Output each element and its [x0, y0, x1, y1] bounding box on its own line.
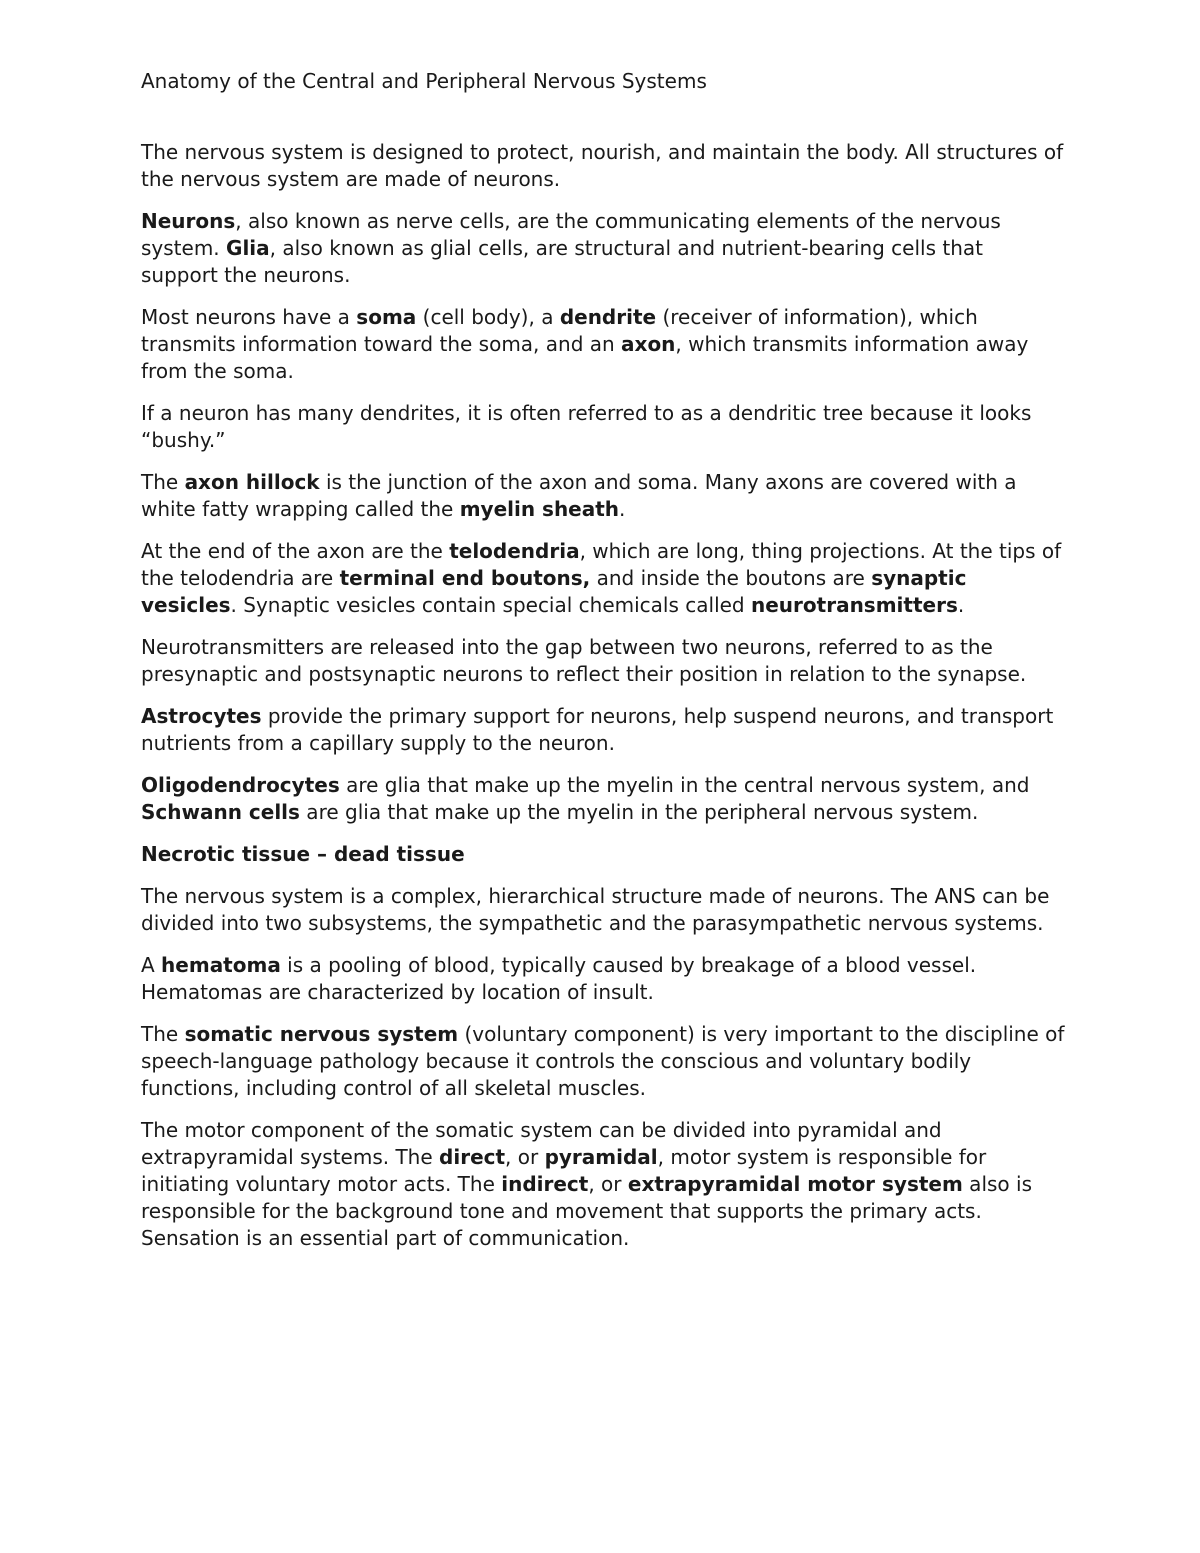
bold-term: telodendria: [449, 539, 580, 563]
paragraph: [141, 1021, 1066, 1102]
text-run: (receiver of information), which transmits information toward the soma, and an: [141, 305, 978, 356]
paragraph: [141, 538, 1066, 619]
text-run: provide the primary support for neurons, help suspend neurons, and transport nutrients from a capillary supply to the neuron.: [141, 704, 1054, 755]
paragraph: [141, 883, 1066, 937]
text-run: Most neurons have a: [141, 305, 357, 329]
paragraph: [141, 400, 1066, 454]
paragraph: [141, 1117, 1066, 1252]
document-body: [141, 139, 1066, 1252]
text-run: also is responsible for the background tone and movement that supports the primary acts. Sensation is an essential part of communication.: [141, 1172, 1032, 1250]
bold-term: somatic nervous system: [184, 1022, 459, 1046]
text-run: A: [141, 953, 162, 977]
paragraph: [141, 772, 1066, 826]
section-heading: [141, 841, 1066, 868]
text-run: is the junction of the axon and soma. Many axons are covered with a white fatty wrapping called the: [141, 470, 1017, 521]
bold-term: axon: [621, 332, 676, 356]
bold-term: extrapyramidal motor system: [627, 1172, 963, 1196]
bold-term: synaptic vesicles: [141, 566, 967, 617]
text-run: The nervous system is designed to protect, nourish, and maintain the body. All structures of the nervous system are made of neurons.: [141, 140, 1064, 191]
bold-term: indirect: [501, 1172, 589, 1196]
text-run: , or: [505, 1145, 545, 1169]
bold-term: Astrocytes: [141, 704, 262, 728]
document-title: Anatomy of the Central and Peripheral Nervous Systems: [141, 69, 707, 93]
bold-term: dendrite: [559, 305, 657, 329]
bold-term: Necrotic tissue – dead tissue: [141, 842, 465, 866]
text-run: are glia that make up the myelin in the central nervous system, and: [339, 773, 1030, 797]
text-run: , motor system is responsible for initiating voluntary motor acts. The: [141, 1145, 987, 1196]
text-run: . Synaptic vesicles contain special chemicals called: [230, 593, 751, 617]
bold-term: direct: [439, 1145, 506, 1169]
paragraph: [141, 469, 1066, 523]
text-run: The motor component of the somatic system can be divided into pyramidal and extrapyramidal systems. The: [141, 1118, 942, 1169]
text-run: , which transmits information away from the soma.: [141, 332, 1029, 383]
bold-term: neurotransmitters: [751, 593, 958, 617]
bold-term: hematoma: [161, 953, 281, 977]
bold-term: pyramidal: [544, 1145, 658, 1169]
text-run: are glia that make up the myelin in the peripheral nervous system.: [299, 800, 979, 824]
text-run: and inside the boutons are: [590, 566, 872, 590]
text-run: is a pooling of blood, typically caused by breakage of a blood vessel. Hematomas are characterized by location of insult.: [141, 953, 977, 1004]
text-run: (cell body), a: [416, 305, 560, 329]
text-run: If a neuron has many dendrites, it is often referred to as a dendritic tree because it looks “bushy.”: [141, 401, 1032, 452]
text-run: Neurotransmitters are released into the gap between two neurons, referred to as the presynaptic and postsynaptic neurons to reflect their position in relation to the synapse.: [141, 635, 1027, 686]
text-run: , also known as nerve cells, are the communicating elements of the nervous system.: [141, 209, 1001, 260]
paragraph: [141, 304, 1066, 385]
bold-term: myelin sheath: [459, 497, 620, 521]
document-page: [141, 68, 1066, 1267]
bold-term: terminal end boutons,: [339, 566, 591, 590]
paragraph: [141, 208, 1066, 289]
bold-term: Oligodendrocytes: [141, 773, 340, 797]
paragraph: [141, 703, 1066, 757]
text-run: .: [619, 497, 626, 521]
bold-term: Schwann cells: [141, 800, 300, 824]
text-run: The: [141, 470, 185, 494]
bold-term: soma: [356, 305, 417, 329]
text-run: , or: [588, 1172, 628, 1196]
text-run: , also known as glial cells, are structural and nutrient-bearing cells that support the neurons.: [141, 236, 983, 287]
text-run: The nervous system is a complex, hierarchical structure made of neurons. The ANS can be divided into two subsystems, the sympathetic and the parasympathetic nervous systems.: [141, 884, 1050, 935]
bold-term: Glia: [226, 236, 270, 260]
text-run: The: [141, 1022, 185, 1046]
paragraph: [141, 952, 1066, 1006]
text-run: .: [957, 593, 965, 617]
paragraph: [141, 139, 1066, 193]
bold-term: axon hillock: [184, 470, 320, 494]
text-run: At the end of the axon are the: [141, 539, 450, 563]
bold-term: Neurons: [141, 209, 236, 233]
text-run: (voluntary component) is very important to the discipline of speech-language pathology because it controls the conscious and voluntary bodily functions, including control of all skeletal muscles.: [141, 1022, 1065, 1100]
text-run: , which are long, thing projections. At the tips of the telodendria are: [141, 539, 1062, 590]
paragraph: [141, 634, 1066, 688]
